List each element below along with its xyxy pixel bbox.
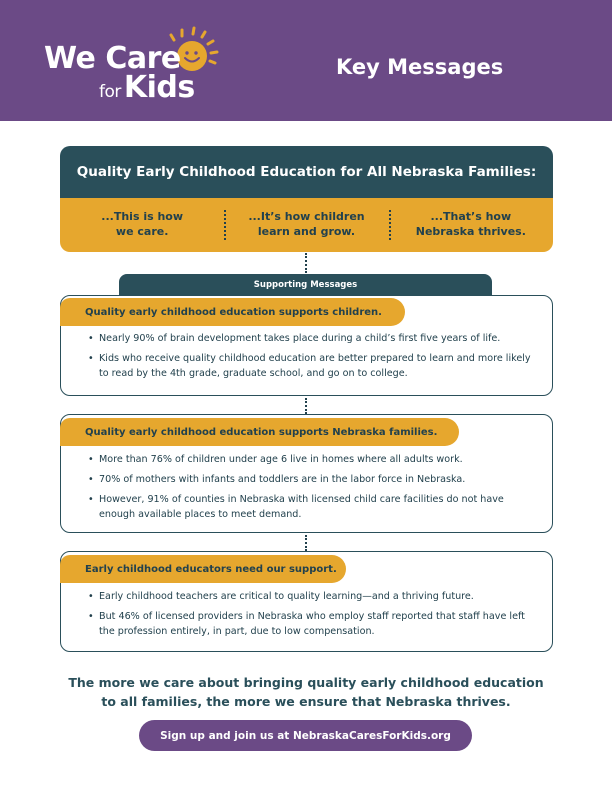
list-item: • Nearly 90% of brain development takes place during a child’s first five years of life.	[88, 331, 536, 346]
closing-line: to all families, the more we ensure that Nebraska thrives.	[101, 694, 511, 709]
tagline-line: Nebraska thrives.	[415, 225, 526, 238]
list-item: • 70% of mothers with infants and toddlers are in the labor force in Nebraska.	[88, 472, 536, 487]
logo-text-for-kids	[99, 70, 195, 105]
main-message-heading: Quality Early Childhood Education for All Nebraska Families:	[60, 146, 553, 198]
tagline-we-care	[60, 198, 224, 252]
logo-text-we-care: We Care	[44, 41, 181, 76]
sign-up-call-to-action[interactable]: Sign up and join us at NebraskaCaresForKids.org	[139, 720, 472, 751]
section-heading-families: Quality early childhood education supports Nebraska families.	[60, 418, 459, 446]
list-item: • More than 76% of children under age 6 live in homes where all adults work.	[88, 452, 536, 467]
header-banner	[0, 0, 612, 121]
tagline-line: we care.	[115, 225, 169, 238]
list-item: • Early childhood teachers are critical to quality learning—and a thriving future.	[88, 589, 536, 604]
connector-dots	[305, 398, 307, 414]
tagline-line: ...It’s how children	[248, 210, 365, 224]
section-heading-children: Quality early childhood education supports children.	[60, 298, 405, 326]
section-heading-educators: Early childhood educators need our support.	[60, 555, 346, 583]
connector-dots	[305, 535, 307, 551]
list-item: • However, 91% of counties in Nebraska with licensed child care facilities do not have enough available places to meet demand.	[88, 492, 536, 522]
tagline-nebraska-thrives	[389, 198, 553, 252]
bullet-list	[88, 589, 536, 644]
logo-text-for: for	[99, 82, 121, 102]
connector-dots	[305, 253, 307, 273]
tagline-line: ...This is how	[101, 210, 184, 224]
tagline-line: ...That’s how	[430, 210, 512, 224]
list-item: • Kids who receive quality childhood education are better prepared to learn and more likely to read by the 4th grade, graduate school, and go on to college.	[88, 351, 536, 381]
we-care-for-kids-logo	[44, 26, 224, 106]
list-item: • But 46% of licensed providers in Nebraska who employ staff reported that staff have left the profession entirely, in part, due to low compensation.	[88, 609, 536, 639]
logo-text-kids: Kids	[123, 70, 195, 105]
supporting-messages-label: Supporting Messages	[119, 274, 492, 296]
taglines-row	[60, 198, 553, 252]
tagline-line: learn and grow.	[257, 225, 356, 238]
tagline-learn-and-grow	[224, 198, 388, 252]
bullet-list	[88, 331, 536, 386]
bullet-list	[88, 452, 536, 527]
closing-line: The more we care about bringing quality early childhood education	[68, 675, 544, 690]
page-title: Key Messages	[336, 55, 504, 79]
closing-statement	[0, 673, 612, 711]
